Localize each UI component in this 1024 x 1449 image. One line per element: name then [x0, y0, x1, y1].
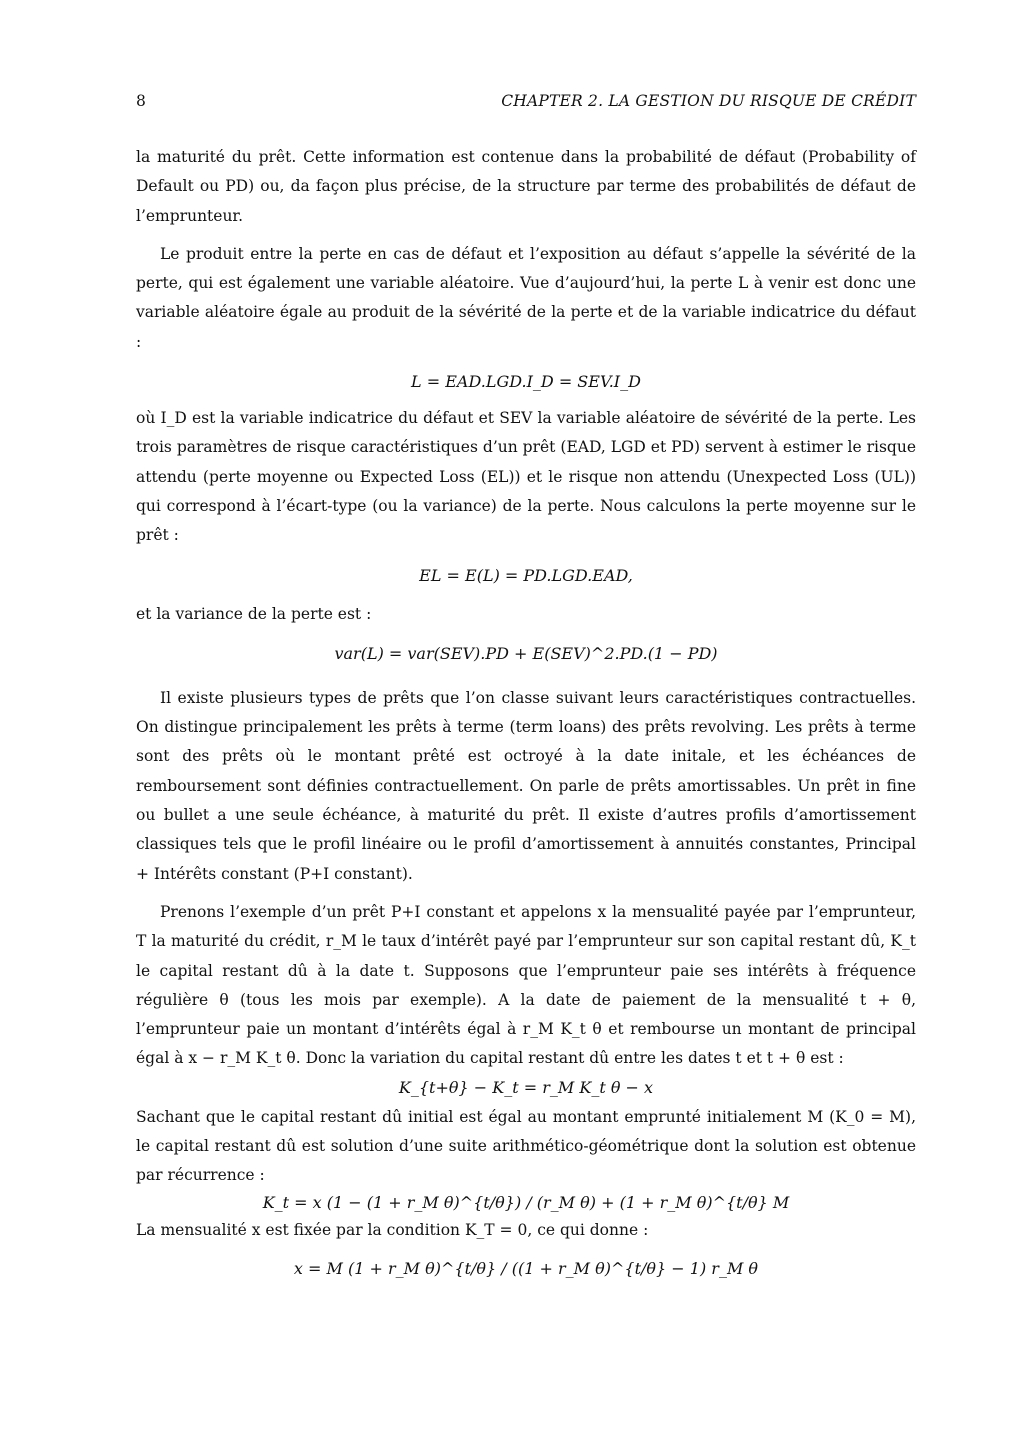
equation-text: EL = E(L) = PD.LGD.EAD,	[419, 565, 633, 585]
paragraph-5: Il existe plusieurs types de prêts que l’on classe suivant leurs caractéristiques contractuelles. On distingue principalement les prêts à terme (term loans) des prêts revolving. Les prêts à terme sont des prêts où le montant prêté est octroyé à la date initale, et les échéances de remboursement sont définies contractuellement. On parle de prêts amortissables. Un prêt in fine ou bullet a une seule échéance, à maturité du prêt. Il existe d’autres profils d’amortissement classiques tels que le profil linéaire ou le profil d’amortissement à annuités constantes, Principal + Intérêts constant (P+I constant).	[136, 688, 916, 883]
equation-text: x = M (1 + r_M θ)^{t/θ} / ((1 + r_M θ)^{t/θ} − 1) r_M θ	[293, 1258, 759, 1278]
equation-text: K_t = x (1 − (1 + r_M θ)^{t/θ}) / (r_M θ) + (1 + r_M θ)^{t/θ} M	[262, 1192, 790, 1212]
page-number: 8	[136, 92, 146, 110]
running-header	[136, 92, 916, 116]
paragraph-4: et la variance de la perte est :	[136, 604, 372, 623]
equation-monthly-payment	[136, 1259, 916, 1278]
equation-text: var(L) = var(SEV).PD + E(SEV)^2.PD.(1 − PD)	[334, 643, 718, 663]
equation-variance	[136, 644, 916, 663]
paragraph-8: La mensualité x est fixée par la condition K_T = 0, ce qui donne :	[136, 1220, 649, 1239]
equation-expected-loss	[136, 566, 916, 585]
equation-capital-solution	[136, 1193, 916, 1212]
page	[136, 92, 916, 1278]
paragraph-7: Sachant que le capital restant dû initial est égal au montant emprunté initialement M (K_0 = M), le capital restant dû est solution d’une suite arithmético-géométrique dont la solution est obtenue par récurrence :	[136, 1107, 916, 1185]
paragraph-3: où I_D est la variable indicatrice du défaut et SEV la variable aléatoire de sévérité de la perte. Les trois paramètres de risque caractéristiques d’un prêt (EAD, LGD et PD) servent à estimer le risque attendu (perte moyenne ou Expected Loss (EL)) et le risque non attendu (Unexpected Loss (UL)) qui correspond à l’écart-type (ou la variance) de la perte. Nous calculons la perte moyenne sur le prêt :	[136, 409, 916, 545]
paragraph-2: Le produit entre la perte en cas de défaut et l’exposition au défaut s’appelle la sévérité de la perte, qui est également une variable aléatoire. Vue d’aujourd’hui, la perte L à venir est donc une variable aléatoire égale au produit de la sévérité de la perte et de la variable indicatrice du défaut :	[136, 244, 916, 351]
equation-loss	[136, 372, 916, 391]
paragraph-1: la maturité du prêt. Cette information est contenue dans la probabilité de défaut (Probability of Default ou PD) ou, da façon plus précise, de la structure par terme des probabilités de défaut de l’emprunteur.	[136, 148, 916, 225]
equation-capital-variation	[136, 1078, 916, 1097]
paragraph-6: Prenons l’exemple d’un prêt P+I constant et appelons x la mensualité payée par l’emprunteur, T la maturité du crédit, r_M le taux d’intérêt payé par l’emprunteur sur son capital restant dû, K_t le capital restant dû à la date t. Supposons que l’emprunteur paie ses intérêts à fréquence régulière θ (tous les mois par exemple). A la date de paiement de la mensualité t + θ, l’emprunteur paie un montant d’intérêts égal à r_M K_t θ et rembourse un montant de principal égal à x − r_M K_t θ. Donc la variation du capital restant dû entre les dates t et t + θ est :	[136, 902, 916, 1068]
equation-text: K_{t+θ} − K_t = r_M K_t θ − x	[398, 1077, 654, 1097]
chapter-title: CHAPTER 2. LA GESTION DU RISQUE DE CRÉDIT	[501, 92, 916, 110]
equation-text: L = EAD.LGD.I_D = SEV.I_D	[411, 372, 641, 392]
